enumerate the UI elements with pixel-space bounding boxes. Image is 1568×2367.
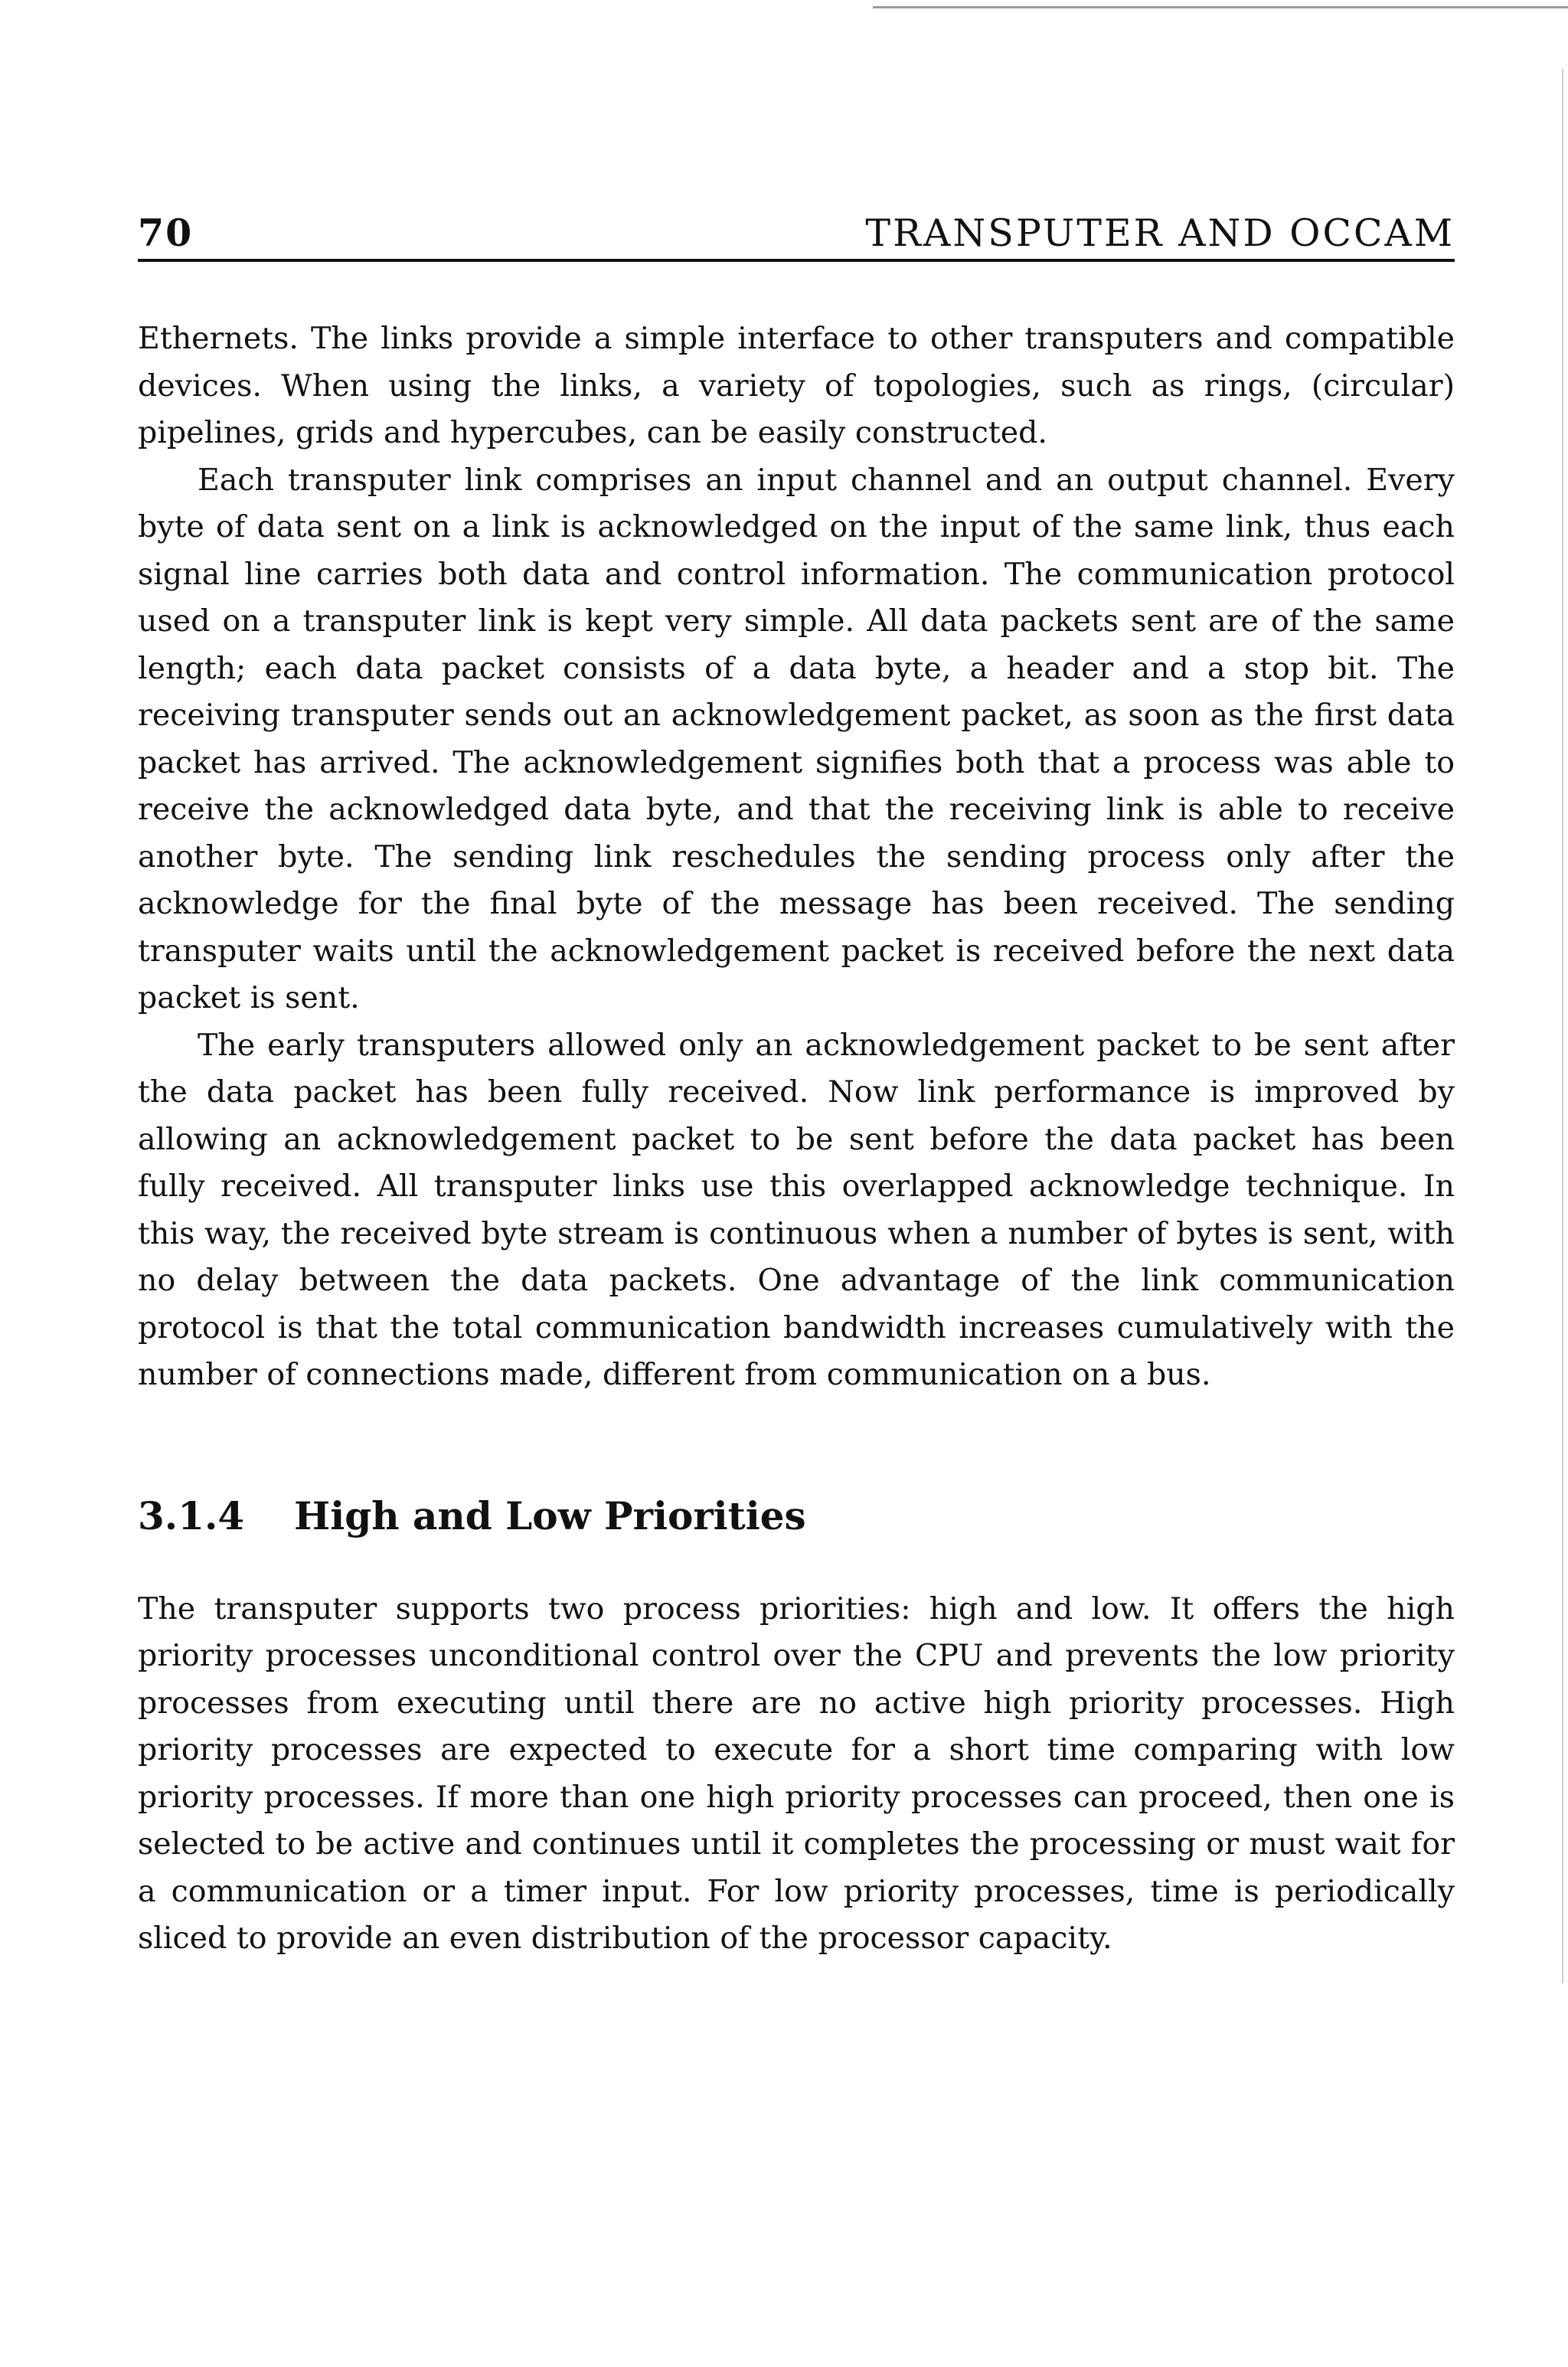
section-title: High and Low Priorities — [294, 1492, 806, 1538]
page-body — [138, 315, 1455, 1963]
section-number: 3.1.4 — [138, 1492, 245, 1538]
paragraph-link-protocol: Each transputer link comprises an input channel and an output channel. Every byte of data sent on a link is acknowledged on the input of the same link, thus each signal line carries both data and control information. The communication protocol used on a transputer link is kept very simple. All data packets sent are of the same length; each data packet consists of a data byte, a header and a stop bit. The receiving transputer sends out an acknowledgement packet, as soon as the first data packet has arrived. The acknowledgement signifies both that a process was able to receive the acknowledged data byte, and that the receiving link is able to receive another byte. The sending link reschedules the sending process only after the acknowledge for the final byte of the message has been received. The sending transputer waits until the acknowledgement packet is received before the next data packet is sent. — [138, 462, 1455, 1015]
section-heading — [138, 1489, 1455, 1543]
running-head — [138, 207, 1455, 262]
book-page — [138, 207, 1455, 1963]
scan-border-right — [1562, 69, 1563, 1983]
paragraph-priorities: The transputer supports two process priorities: high and low. It offers the high priority processes unconditional control over the CPU and prevents the low priority processes from executing until there are no active high priority processes. High priority processes are expected to execute for a short time comparing with low priority processes. If more than one high priority processes can proceed, then one is selected to be active and continues until it completes the processing or must wait for a communication or a timer input. For low priority processes, time is periodically sliced to provide an even distribution of the processor capacity. — [138, 1591, 1455, 1956]
paragraph-overlapped-acknowledge: The early transputers allowed only an acknowledgement packet to be sent after the data packet has been fully received. Now link performance is improved by allowing an acknowledgement packet to be sent before the data packet has been fully received. All transputer links use this overlapped acknowledge technique. In this way, the received byte stream is continuous when a number of bytes is sent, with no delay between the data packets. One advantage of the link communication protocol is that the total communication bandwidth increases cumulatively with the number of connections made, different from communication on a bus. — [138, 1027, 1455, 1392]
page-number: 70 — [138, 211, 194, 255]
paragraph-ethernets: Ethernets. The links provide a simple interface to other transputers and compatible devices. When using the links, a variety of topologies, such as rings, (circular) pipelines, grids and hypercubes, can be easily constructed. — [138, 321, 1455, 450]
running-head-title: TRANSPUTER AND OCCAM — [865, 211, 1455, 255]
scan-border-top — [873, 6, 1568, 8]
